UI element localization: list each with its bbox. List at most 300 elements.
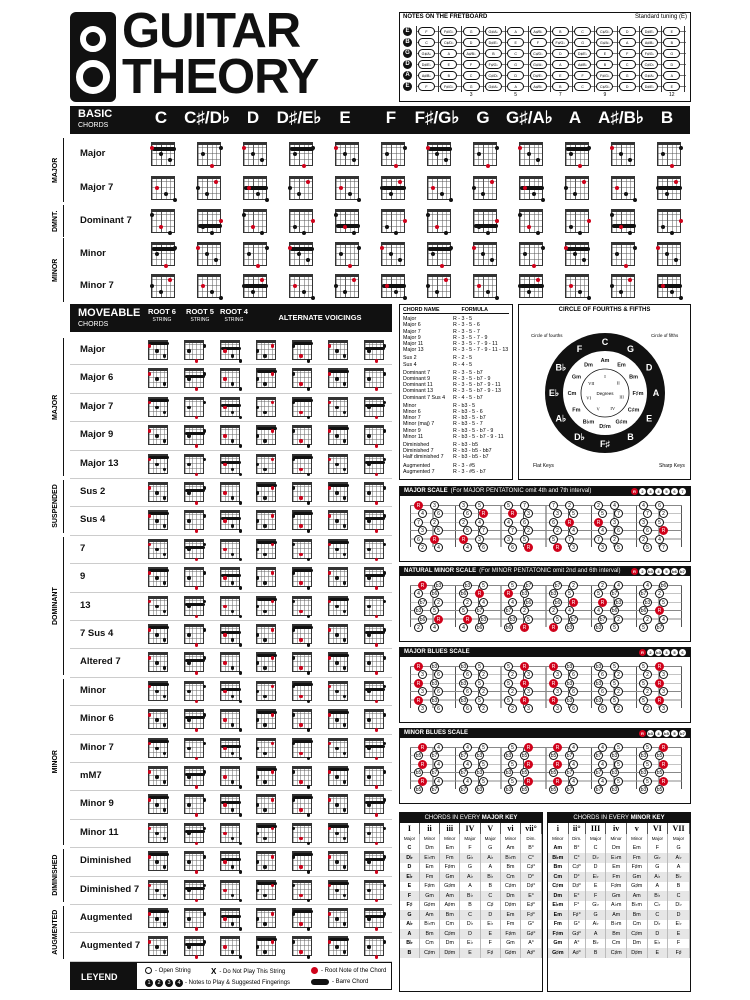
root-dot-icon — [164, 264, 168, 268]
fret-note: C♯/D♭ — [530, 49, 547, 58]
chord-diagram — [289, 242, 313, 266]
finger-dot-icon — [203, 543, 207, 547]
chord-formula: R - 3 - 5 - b7 - 9 - 11 — [453, 382, 501, 389]
group-divider — [63, 906, 64, 959]
scale-note: R — [414, 662, 423, 671]
moveable-chord-diagram — [292, 482, 312, 502]
finger-dot-icon — [302, 231, 306, 235]
scale-note: 3 — [553, 670, 562, 679]
root-dot-icon — [223, 548, 227, 552]
key-row — [400, 901, 542, 911]
roman-numeral-header: VII — [668, 823, 690, 834]
minor-key-label: G♯m — [615, 419, 628, 426]
key-e: E — [339, 108, 351, 127]
root-dot-icon — [299, 752, 303, 756]
finger-dot-icon — [343, 666, 347, 670]
root-dot-icon — [670, 164, 674, 168]
chord-name: Dominant 9 — [403, 376, 431, 383]
key-chord-cell: Am — [548, 844, 568, 854]
finger-dot-icon — [292, 798, 296, 802]
interval-chip: 5 — [671, 649, 678, 656]
finger-dot-icon — [163, 894, 167, 898]
finger-dot-icon — [307, 586, 311, 590]
fret-note: F♯/G♭ — [596, 71, 613, 80]
key-chord-cell: B♭m — [419, 920, 439, 930]
finger-dot-icon — [573, 252, 577, 256]
finger-dot-icon — [231, 780, 235, 784]
scale-title-sub: (For MINOR PENTATONIC omit 2nd and 6th interval) — [479, 568, 621, 574]
moveable-chord-diagram — [256, 738, 276, 758]
chord-diagram — [335, 176, 359, 200]
moveable-chord-diagram — [184, 397, 204, 417]
row-divider — [70, 563, 392, 564]
sharp-keys-label: Sharp Keys — [659, 463, 685, 469]
moveable-row-7-sus-4: 7 Sus 4 — [80, 628, 114, 639]
interval-chip: 5 — [663, 568, 670, 575]
fret-note: C♯/D♭ — [596, 27, 613, 36]
fret-note: C — [619, 60, 636, 69]
moveable-chord-diagram — [256, 567, 276, 587]
moveable-row-major-7: Major 7 — [80, 400, 114, 412]
scale-note: 5 — [569, 509, 578, 518]
finger-dot-icon — [203, 940, 207, 944]
root-dot-icon — [398, 180, 402, 184]
key-row — [400, 872, 542, 882]
chord-formula: R - 3 - 5 - 7 — [453, 328, 480, 335]
root-dot-icon — [148, 685, 152, 689]
degree-numeral: VI — [586, 395, 591, 401]
moveable-chord-diagram — [292, 368, 312, 388]
scale-note: 7 — [508, 526, 517, 535]
moveable-chord-diagram — [364, 738, 384, 758]
finger-dot-icon — [431, 252, 435, 256]
chord-diagram — [243, 142, 267, 166]
finger-dot-icon — [335, 661, 339, 665]
root-dot-icon — [150, 146, 154, 150]
legend-root: - Root Note of the Chord — [311, 967, 386, 974]
finger-dot-icon — [256, 349, 260, 353]
key-chord-cell: A° — [568, 939, 585, 949]
chord-formula: R - 3 - 5 - b7 - 9 — [453, 376, 491, 383]
scale-note: R — [459, 535, 468, 544]
scale-note: R — [434, 615, 443, 624]
root-dot-icon — [299, 382, 303, 386]
key-chord-cell: F♯ — [400, 901, 419, 911]
scale-note: 3 — [553, 509, 562, 518]
key-row — [400, 910, 542, 920]
finger-dot-icon — [578, 290, 582, 294]
basic-row-major-7: Major 7 — [80, 182, 114, 193]
scale-name — [404, 649, 473, 656]
finger-dot-icon — [155, 690, 159, 694]
key-chord-cell: E♭ — [585, 872, 606, 882]
scale-legend — [631, 568, 686, 575]
finger-dot-icon — [292, 401, 296, 405]
chord-diagram — [427, 209, 451, 233]
scale-note: R — [655, 679, 664, 688]
chord-diagram — [519, 176, 543, 200]
roman-numeral-header: i — [548, 823, 568, 834]
key-chord-cell: D♭ — [647, 920, 668, 930]
root-dot-icon — [375, 842, 379, 846]
root-dot-icon — [299, 553, 303, 557]
moveable-chord-diagram — [292, 454, 312, 474]
root-dot-icon — [328, 770, 332, 774]
root-dot-icon — [490, 180, 494, 184]
basic-group-label: MAJOR — [52, 157, 59, 183]
scale-note: 3 — [524, 670, 533, 679]
key-row — [548, 853, 690, 863]
root-dot-icon — [328, 713, 332, 717]
scale-note: R — [655, 662, 664, 671]
moveable-chord-diagram — [220, 794, 240, 814]
finger-dot-icon — [256, 775, 260, 779]
barre-icon — [329, 484, 349, 487]
moveable-chord-diagram — [220, 397, 240, 417]
finger-dot-icon — [163, 865, 167, 869]
root-dot-icon — [148, 486, 152, 490]
finger-dot-icon — [263, 581, 267, 585]
finger-dot-icon — [536, 158, 540, 162]
finger-dot-icon — [307, 501, 311, 505]
finger-dot-icon — [256, 945, 260, 949]
root-dot-icon — [674, 180, 678, 184]
fret-note: B — [440, 71, 457, 80]
scale-note: R — [553, 743, 562, 752]
fret-note: C — [507, 49, 524, 58]
finger-dot-icon — [292, 884, 296, 888]
fret-note: D♯/E♭ — [574, 49, 591, 58]
key-chord-cell: G♯° — [521, 929, 542, 939]
finger-dot-icon — [163, 666, 167, 670]
fret-wire — [639, 26, 640, 92]
group-divider — [63, 537, 64, 675]
root-dot-icon — [293, 284, 297, 288]
root-dot-icon — [523, 186, 527, 190]
root-dot-icon — [299, 922, 303, 926]
finger-dot-icon — [210, 231, 214, 235]
root-dot-icon — [495, 219, 499, 223]
root-dot-icon — [536, 278, 540, 282]
root-dot-icon — [328, 628, 332, 632]
scale-note: 3 — [553, 704, 562, 713]
finger-dot-icon — [343, 922, 347, 926]
row-divider — [70, 790, 392, 791]
key-chord-cell: B♭ — [480, 872, 500, 882]
moveable-chord-diagram — [292, 539, 312, 559]
root-dot-icon — [271, 827, 275, 831]
key-chord-cell: Dm — [606, 844, 627, 854]
finger-dot-icon — [210, 290, 214, 294]
moveable-chord-diagram — [364, 510, 384, 530]
barre-icon — [520, 284, 544, 288]
scale-note: R — [659, 760, 668, 769]
scale-note: R — [594, 518, 603, 527]
finger-dot-icon — [628, 231, 632, 235]
moveable-chord-diagram — [364, 794, 384, 814]
finger-dot-icon — [219, 296, 223, 300]
chord-diagram — [243, 209, 267, 233]
root-dot-icon — [223, 661, 227, 665]
scale-note: b3 — [611, 770, 618, 777]
scale-note: 5 — [479, 760, 488, 769]
finger-dot-icon — [610, 213, 614, 217]
finger-dot-icon — [231, 553, 235, 557]
moveable-chord-diagram — [148, 454, 168, 474]
scale-note: 4 — [459, 623, 468, 632]
scale-note: b3 — [505, 787, 512, 793]
root-dot-icon — [299, 723, 303, 727]
key-chord-cell: E° — [568, 891, 585, 901]
moveable-chord-diagram — [184, 510, 204, 530]
moveable-chord-diagram — [328, 652, 348, 672]
root-dot-icon — [251, 225, 255, 229]
chord-name: Minor 9 — [403, 427, 421, 434]
chord-diagram — [151, 242, 175, 266]
key-chord-cell: G♭ — [647, 853, 668, 863]
moveable-row-diminished-7: Diminished 7 — [80, 883, 140, 895]
finger-dot-icon — [385, 225, 389, 229]
scale-note: 5 — [504, 501, 513, 510]
root-dot-icon — [271, 628, 275, 632]
scale-note: 5 — [508, 760, 517, 769]
scale-title — [400, 567, 690, 576]
root-dot-icon — [271, 798, 275, 802]
finger-dot-icon — [343, 638, 347, 642]
chord-diagram — [427, 176, 451, 200]
fret-wire — [617, 26, 618, 92]
string-label-3: D — [403, 60, 412, 69]
interval-chip: 2 — [639, 488, 646, 495]
root-dot-icon — [223, 519, 227, 523]
finger-dot-icon — [619, 290, 623, 294]
root-dot-icon — [271, 742, 275, 746]
key-row — [548, 939, 690, 949]
moveable-chord-diagram — [328, 709, 348, 729]
root-dot-icon — [328, 940, 332, 944]
key-chord-cell: E♭m — [606, 853, 627, 863]
scale-note: 4 — [598, 760, 607, 769]
chord-diagram — [381, 242, 405, 266]
key-chord-cell: Gm — [440, 872, 460, 882]
root-dot-icon — [328, 543, 332, 547]
root-dot-icon — [311, 967, 318, 974]
key-chord-cell: G♯m — [626, 882, 647, 892]
root-dot-icon — [375, 444, 379, 448]
scale-note: R — [553, 777, 562, 786]
moveable-chord-diagram — [364, 880, 384, 900]
moveable-row-major-9: Major 9 — [80, 429, 114, 441]
barre-icon — [293, 853, 313, 856]
scale-note: 2 — [614, 670, 623, 679]
key-chord-cell: D — [668, 910, 690, 920]
finger-dot-icon — [615, 252, 619, 256]
finger-dot-icon — [311, 146, 315, 150]
fret-note: A — [663, 71, 680, 80]
moveable-chord-diagram — [184, 539, 204, 559]
scale-note: 6 — [414, 535, 423, 544]
finger-dot-icon — [343, 695, 347, 699]
moveable-chord-diagram — [148, 880, 168, 900]
finger-dot-icon — [307, 870, 311, 874]
root-dot-icon — [195, 757, 199, 761]
moveable-chord-diagram — [256, 425, 276, 445]
scale-note: 7 — [565, 535, 574, 544]
moveable-chord-diagram — [364, 766, 384, 786]
key-chord-cell: B♭m — [606, 920, 627, 930]
root-dot-icon — [159, 225, 163, 229]
root-dot-icon — [223, 633, 227, 637]
root-dot-icon — [223, 803, 227, 807]
finger-dot-icon — [231, 950, 235, 954]
fret-note: D♯/E♭ — [485, 38, 502, 47]
scale-note: b3 — [509, 616, 516, 623]
key-chord-cell: B — [585, 948, 606, 958]
chord-formula: R - b3 - b5 - b7 — [453, 454, 489, 461]
finger-dot-icon — [335, 491, 339, 495]
key-row — [400, 948, 542, 958]
scale-note: b3 — [595, 697, 602, 704]
finger-dot-icon — [292, 685, 296, 689]
moveable-group-label: DOMINANT — [52, 586, 59, 625]
root-dot-icon — [299, 950, 303, 954]
key-chord-cell: D — [480, 910, 500, 920]
fret-note: C — [574, 82, 591, 91]
root-dot-icon — [195, 813, 199, 817]
key-chord-cell: F♯° — [568, 910, 585, 920]
moveable-chord-diagram — [292, 340, 312, 360]
moveable-chord-diagram — [364, 425, 384, 445]
key-chord-cell: G — [668, 844, 690, 854]
finger-dot-icon — [302, 290, 306, 294]
finger-dot-icon — [343, 723, 347, 727]
moveable-chord-diagram — [364, 397, 384, 417]
root-dot-icon — [223, 690, 227, 694]
scale-note: 5 — [639, 623, 648, 632]
finger-dot-icon — [335, 576, 339, 580]
chord-quality-cell: Major — [647, 834, 668, 844]
scale-note: 4 — [463, 760, 472, 769]
finger-dot-icon — [343, 894, 347, 898]
finger-dot-icon — [155, 945, 159, 949]
barre-icon — [149, 399, 169, 402]
finger-dot-icon — [155, 434, 159, 438]
scale-note: 5 — [610, 679, 619, 688]
scale-name — [404, 488, 591, 495]
scale-note: 6 — [463, 704, 472, 713]
scale-note: b5 — [415, 770, 422, 777]
root-dot-icon — [299, 496, 303, 500]
finger-dot-icon — [163, 610, 167, 614]
scale-note: 4 — [655, 535, 664, 544]
root-dot-icon — [223, 832, 227, 836]
scale-note: 7 — [614, 509, 623, 518]
scale-note: R — [520, 696, 529, 705]
major-key-label: G — [626, 343, 635, 354]
chord-quality-cell: Minor — [606, 834, 627, 844]
finger-dot-icon — [486, 231, 490, 235]
moveable-chord-diagram — [364, 539, 384, 559]
root-dot-icon — [328, 742, 332, 746]
chord-diagram — [197, 209, 221, 233]
finger-dot-icon — [187, 690, 191, 694]
root-dot-icon — [271, 429, 275, 433]
root-dot-icon — [195, 586, 199, 590]
fret-wire — [483, 26, 484, 92]
chord-diagram — [243, 242, 267, 266]
moveable-chord-diagram — [292, 908, 312, 928]
root-dot-icon — [299, 354, 303, 358]
moveable-chord-diagram — [292, 624, 312, 644]
root-dot-icon — [223, 576, 227, 580]
chord-diagram — [243, 274, 267, 298]
scale-note: b7 — [595, 787, 602, 793]
fret-note: C — [574, 27, 591, 36]
key-chord-cell: D♭ — [400, 853, 419, 863]
interval-chip: 2 — [647, 649, 654, 656]
finger-dot-icon — [155, 463, 159, 467]
root-dot-icon — [328, 372, 332, 376]
interval-chip: 7 — [679, 488, 686, 495]
moveable-row-sus-2: Sus 2 — [80, 486, 106, 497]
root-dot-icon — [328, 798, 332, 802]
chord-formula: R - 4 - 5 - b7 — [453, 394, 483, 401]
root-dot-icon — [223, 860, 227, 864]
finger-dot-icon — [343, 808, 347, 812]
chord-quality-cell: Minor — [626, 834, 647, 844]
finger-dot-icon — [335, 434, 339, 438]
chord-diagram — [381, 274, 405, 298]
scale-note: b7 — [431, 787, 438, 793]
finger-dot-icon — [367, 747, 371, 751]
key-chord-cell: Cm — [548, 872, 568, 882]
key-chord-cell: B — [400, 948, 419, 958]
finger-dot-icon — [335, 690, 339, 694]
finger-dot-icon — [307, 529, 311, 533]
moveable-chord-diagram — [184, 652, 204, 672]
root-dot-icon — [148, 940, 152, 944]
root-dot-icon — [148, 912, 152, 916]
scale-note: R — [508, 509, 517, 518]
moveable-row-minor-7: Minor 7 — [80, 741, 114, 753]
finger-dot-icon — [187, 349, 191, 353]
scale-note: 2 — [598, 581, 607, 590]
moveable-chord-diagram — [256, 482, 276, 502]
row-divider — [70, 677, 392, 678]
fret-note: B — [552, 82, 569, 91]
scale-note: 5 — [504, 679, 513, 688]
moveable-chord-diagram — [328, 596, 348, 616]
finger-dot-icon — [367, 661, 371, 665]
degree-numeral: VII — [588, 381, 595, 387]
moveable-chord-diagram — [292, 567, 312, 587]
interval-chip: b3 — [656, 650, 661, 655]
finger-dot-icon — [307, 955, 311, 959]
scale-note: b7 — [525, 583, 532, 589]
chord-diagram — [473, 142, 497, 166]
finger-dot-icon — [518, 213, 522, 217]
root-dot-icon — [299, 581, 303, 585]
row-divider — [70, 478, 392, 479]
finger-dot-icon — [292, 458, 296, 462]
finger-dot-icon — [263, 865, 267, 869]
string-label-0: E — [403, 27, 412, 36]
key-row — [548, 929, 690, 939]
legend-mute: X - Do Not Play This String — [211, 967, 286, 976]
finger-dot-icon — [196, 186, 200, 190]
finger-dot-icon — [256, 605, 260, 609]
scale-note: b6 — [525, 599, 532, 606]
